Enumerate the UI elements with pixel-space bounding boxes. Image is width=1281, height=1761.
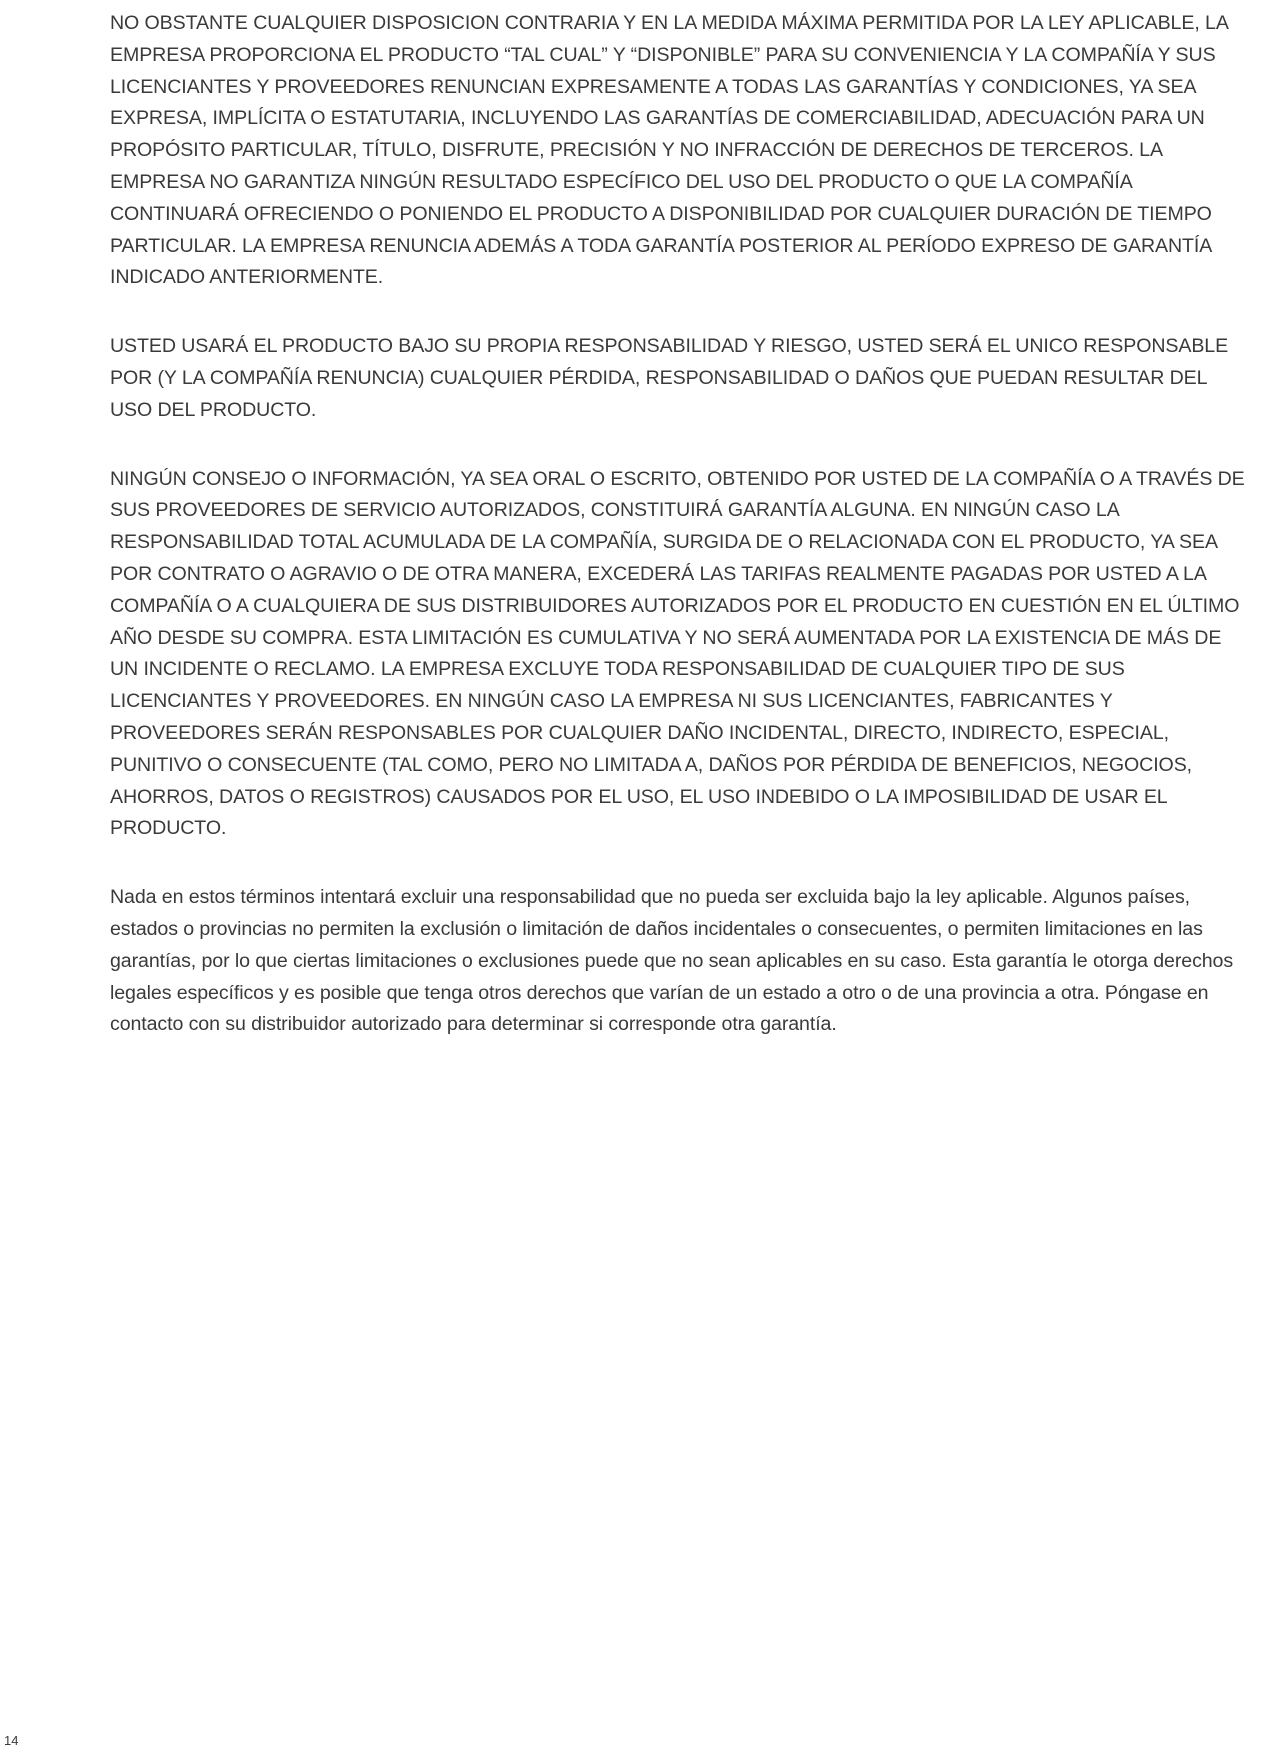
- paragraph-user-risk: USTED USARÁ EL PRODUCTO BAJO SU PROPIA RESPONSABILIDAD Y RIESGO, USTED SERÁ EL UNICO RESPONSABLE POR (Y LA COMPAÑÍA RENUNCIA) CUALQUIER PÉRDIDA, RESPONSABILIDAD O DAÑOS QUE PUEDAN RESULTAR DEL USO DEL PRODUCTO.: [110, 335, 1229, 421]
- page-number: 14: [4, 1733, 19, 1748]
- document-body: [110, 8, 1250, 1041]
- paragraph-liability-limitation: NINGÚN CONSEJO O INFORMACIÓN, YA SEA ORAL O ESCRITO, OBTENIDO POR USTED DE LA COMPAÑÍA O A TRAVÉS DE SUS PROVEEDORES DE SERVICIO AUTORIZADOS, CONSTITUIRÁ GARANTÍA ALGUNA. EN NINGÚN CASO LA RESPONSABILIDAD TOTAL ACUMULADA DE LA COMPAÑÍA, SURGIDA DE O RELACIONADA CON EL PRODUCTO, YA SEA POR CONTRATO O AGRAVIO O DE OTRA MANERA, EXCEDERÁ LAS TARIFAS REALMENTE PAGADAS POR USTED A LA COMPAÑÍA O A CUALQUIERA DE SUS DISTRIBUIDORES AUTORIZADOS POR EL PRODUCTO EN CUESTIÓN EN EL ÚLTIMO AÑO DESDE SU COMPRA. ESTA LIMITACIÓN ES CUMULATIVA Y NO SERÁ AUMENTADA POR LA EXISTENCIA DE MÁS DE UN INCIDENTE O RECLAMO. LA EMPRESA EXCLUYE TODA RESPONSABILIDAD DE CUALQUIER TIPO DE SUS LICENCIANTES Y PROVEEDORES. EN NINGÚN CASO LA EMPRESA NI SUS LICENCIANTES, FABRICANTES Y PROVEEDORES SERÁN RESPONSABLES POR CUALQUIER DAÑO INCIDENTAL, DIRECTO, INDIRECTO, ESPECIAL, PUNITIVO O CONSECUENTE (TAL COMO, PERO NO LIMITADA A, DAÑOS POR PÉRDIDA DE BENEFICIOS, NEGOCIOS, AHORROS, DATOS O REGISTROS) CAUSADOS POR EL USO, EL USO INDEBIDO O LA IMPOSIBILIDAD DE USAR EL PRODUCTO.: [110, 467, 1245, 840]
- paragraph-applicable-law: Nada en estos términos intentará excluir una responsabilidad que no pueda ser excluida bajo la ley aplicable. Algunos países, estados o provincias no permiten la exclusión o limitación de daños incidentales o consecuentes, o permiten limitaciones en las garantías, por lo que ciertas limitaciones o exclusiones puede que no sean aplicables en su caso. Esta garantía le otorga derechos legales específicos y es posible que tenga otros derechos que varían de un estado a otro o de una provincia a otra. Póngase en contacto con su distribuidor autorizado para determinar si corresponde otra garantía.: [110, 886, 1234, 1036]
- paragraph-warranty-disclaimer: NO OBSTANTE CUALQUIER DISPOSICION CONTRARIA Y EN LA MEDIDA MÁXIMA PERMITIDA POR LA LEY APLICABLE, LA EMPRESA PROPORCIONA EL PRODUCTO “TAL CUAL” Y “DISPONIBLE” PARA SU CONVENIENCIA Y LA COMPAÑÍA Y SUS LICENCIANTES Y PROVEEDORES RENUNCIAN EXPRESAMENTE A TODAS LAS GARANTÍAS Y CONDICIONES, YA SEA EXPRESA, IMPLÍCITA O ESTATUTARIA, INCLUYENDO LAS GARANTÍAS DE COMERCIABILIDAD, ADECUACIÓN PARA UN PROPÓSITO PARTICULAR, TÍTULO, DISFRUTE, PRECISIÓN Y NO INFRACCIÓN DE DERECHOS DE TERCEROS. LA EMPRESA NO GARANTIZA NINGÚN RESULTADO ESPECÍFICO DEL USO DEL PRODUCTO O QUE LA COMPAÑÍA CONTINUARÁ OFRECIENDO O PONIENDO EL PRODUCTO A DISPONIBILIDAD POR CUALQUIER DURACIÓN DE TIEMPO PARTICULAR. LA EMPRESA RENUNCIA ADEMÁS A TODA GARANTÍA POSTERIOR AL PERÍODO EXPRESO DE GARANTÍA INDICADO ANTERIORMENTE.: [110, 12, 1228, 289]
